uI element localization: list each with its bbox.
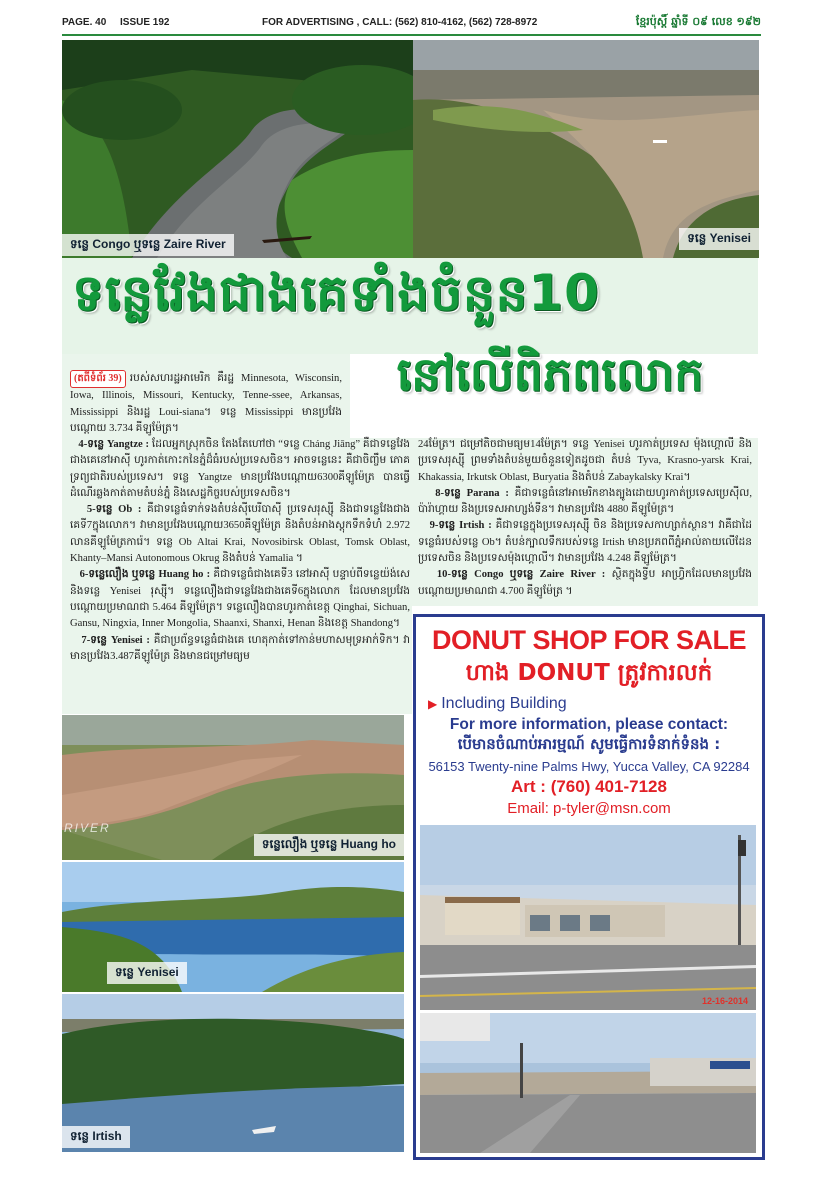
ad-including — [428, 695, 567, 713]
ad-headline: DONUT SHOP FOR SALE — [431, 625, 747, 655]
item-7-label: 7-ទន្លេ Yenisei : — [81, 634, 150, 646]
yenisei-continued-text: 24ម៉ែត្រ។ ជម្រៅតិចជាមធ្យម14ម៉ែត្រ។ ទន្លេ Yenisei ហូរកាត់ប្រទេស ម៉ុងហ្គោលី និងប្រទេសរុស្ស៊ី ព្រមទាំងតំបន់មួយចំនួនទៀតដូចជា តំបន់ Tyva, Krasno-yarsk Krai, Khakassia, Irkutsk Oblast, Buryatia និងតំបន់ Zabaykalsky Krai។ — [418, 439, 752, 483]
ad-email: Email: p-tyler@msn.com — [507, 800, 671, 817]
item-4-text: ដែលអ្នកស្រុកចិន តែងតែហៅថា “ទន្លេ Cháng Jiāng” គឺជាទន្លេវែងជាងគេនៅអាស៊ី ហូរកាត់កោះកនៃភ្នំដ៏ធំរបស់ប្រទេសចិន។ អាចទន្លេនេះ គឺជាចិញ្ចឹម ភោគទ្រព្យជាតិរបស់ប្រទេស។ ទន្លេ Yangtze មានប្រវែងបណ្តោយ6300គីឡូម៉ែត្រ បានធ្វើដំណើរឆ្លងកាត់តាមតំបន់ភ្នំ និងសេដ្ឋកិច្ចរបស់ប្រទេសចិន។ — [70, 439, 411, 499]
article-right-column — [418, 437, 752, 600]
item-10-label: 10-ទន្លេ Congo ឬទន្លេ Zaire River : — [436, 569, 606, 581]
item-6-text: គឺជាទន្លេធំជាងគេទី3 នៅអាស៊ី បន្ទាប់ពីទន្លេយ៉ង់សេ និងទន្លេ Yenisei រុស្ស៊ី។ ទន្លេលឿងជាទន្លេវែងជាងគេទី6ក្នុងលោក ដែលមានប្រវែងបណ្តោយប្រមាណជា 5.464 គីឡូម៉ែត្រ។ ទន្លេលឿងបានហូរកាត់ខេត្ត Qinghai, Sichuan, Gansu, Ningxia, Inner Mongolia, Shaanxi, Shanxi, Henan និងខេត្ត Shandong។ — [70, 569, 410, 630]
ad-headline-khmer: ហាង DONUT ត្រូវការលក់ — [465, 660, 713, 686]
item-5-label: 5-ទន្លេ Ob : — [86, 504, 142, 516]
ad-phone: Art : (760) 401-7128 — [511, 777, 667, 796]
page-header — [62, 10, 761, 36]
intro-text: របស់សហរដ្ឋអាមេរិក គឺរដ្ឋ Minnesota, Wisconsin, Iowa, Illinois, Missouri, Kentucky, Tenne-ssee, Arkansas, Mississippi និងរដ្ឋ Loui-siana។ ទន្លេ Mississippi មានប្រវែង បណ្តោយ 3.734 គីឡូម៉ែត្រ។ — [70, 373, 342, 434]
ad-address: 56153 Twenty-nine Palms Hwy, Yucca Valley, CA 92284 — [428, 759, 750, 774]
huangho-caption: ទន្លេលឿង ឬទន្លេ Huang ho — [254, 834, 404, 856]
congo-river-photo — [62, 40, 413, 258]
yenisei-bottom-photo — [62, 862, 404, 992]
irtish-caption: ទន្លេ Irtish — [62, 1126, 130, 1148]
page-number: PAGE. 40 — [62, 17, 107, 28]
donut-shop-ad — [413, 614, 765, 1160]
issue-number: ISSUE 192 — [120, 17, 170, 28]
masthead: ខ្មែរប៉ុស្តិ៍ ឆ្នាំទី ០៩ លេខ ១៩២ — [635, 15, 761, 28]
ad-including-text: Including Building — [441, 695, 567, 712]
article-title-line2: នៅលើពិភពលោក — [396, 347, 704, 401]
item-4-label: 4-ទន្លេ Yangtze : — [78, 439, 150, 450]
item-8-text: គឺជាទន្លេធំនៅអាមេរិកខាងត្បូងដោយហូរកាត់ប្រទេសប្រេស៊ីល, ប៉ារ៉ាហ្គាយ និងប្រទេសអាហ្សង់ទីន។ វាមានប្រវែង 4880 គីឡូម៉ែត្រ។ — [418, 487, 752, 516]
congo-caption: ទន្លេ Congo ឬទន្លេ Zaire River — [62, 234, 234, 256]
advertising-contact: FOR ADVERTISING , CALL: (562) 810-4162, (562) 728-8972 — [262, 17, 538, 28]
shop-exterior-photo — [420, 825, 756, 1010]
street-view-photo — [420, 1013, 756, 1153]
yenisei-top-caption: ទន្លេ Yenisei — [679, 228, 759, 250]
huangho-photo — [62, 715, 404, 860]
river-watermark: RIVER — [64, 821, 111, 835]
continued-badge: (តពីទំព័រ 39) — [70, 370, 126, 388]
irtish-photo — [62, 994, 404, 1152]
ad-more-info-khmer: បើមានចំណាប់អារម្មណ៍ សូមធ្វើការទំនាក់ទំនង : — [457, 735, 721, 753]
ad-more-info: For more information, please contact: — [449, 716, 729, 733]
item-10-text: ស្ថិតក្នុងទ្វីប អាហ្វ្រិកដែលមានប្រវែងបណ្តោយប្រមាណជា 4.700 គីឡូម៉ែត្រ ។ — [418, 569, 753, 597]
item-9-text: គឺជាទន្លេក្នុងប្រទេសរុស្ស៊ី ចិន និងប្រទេសកាហ្សាក់ស្ថាន។ វាគឺជាដៃទន្លេធំរបស់ទន្លេ Ob។ តំបន់ក្បាលទឹករបស់ទន្លេ Irtish មានប្រភពពីភ្នំអាល់តាយលើដែនប្រទេសចិន និងប្រទេសម៉ុងហ្គោលី។ វាមានប្រវែង 4.248 គីឡូម៉ែត្រ។ — [418, 520, 752, 565]
item-8-label: 8-ទន្លេ Parana : — [435, 487, 509, 499]
photo-date-stamp: 12-16-2014 — [701, 996, 748, 1006]
article-intro — [70, 370, 342, 437]
yenisei-bottom-caption: ទន្លេ Yenisei — [107, 962, 187, 984]
item-7-text: គឺជាប្រព័ន្ធទន្លេធំជាងគេ ហេតុកាត់ទៅកាន់មហាសមុទ្រអាក់ទិក។ វាមានប្រវែង3.487គីឡូម៉ែត្រ និងមានជម្រៅមធ្យម — [70, 634, 410, 662]
item-6-label: 6-ទន្លេលឿង ឬទន្លេ Huang ho : — [79, 569, 211, 581]
triangle-right-icon: ▶ — [428, 697, 438, 711]
item-5-text: គឺជាទន្លេធំទាក់ទងតំបន់ស៊ីបេរីបាស៊ី ប្រទេសរុស្ស៊ី និងជាទន្លេវែងជាងគេទី7ក្នុងលោក។ វាមានប្រវែងបណ្តោយ3650គីឡូម៉ែត្រ និងតំបន់អាងស្តុកទឹកទំហំ 2.972 លានគីឡូម៉ែត្រការ៉េ។ ទន្លេ Ob Altai Krai, Novosibirsk Oblast, Tomsk Oblast, Khanty–Mansi Autonomous Okrug និងតំបន់ Yamalia ។ — [70, 504, 411, 565]
yenisei-top-photo — [413, 40, 759, 258]
item-9-label: 9-ទន្លេ Irtish : — [429, 520, 492, 532]
article-left-column — [70, 437, 410, 665]
article-title-line1: ទន្លេវែងជាងគេទាំងចំនួន10 — [72, 264, 600, 322]
